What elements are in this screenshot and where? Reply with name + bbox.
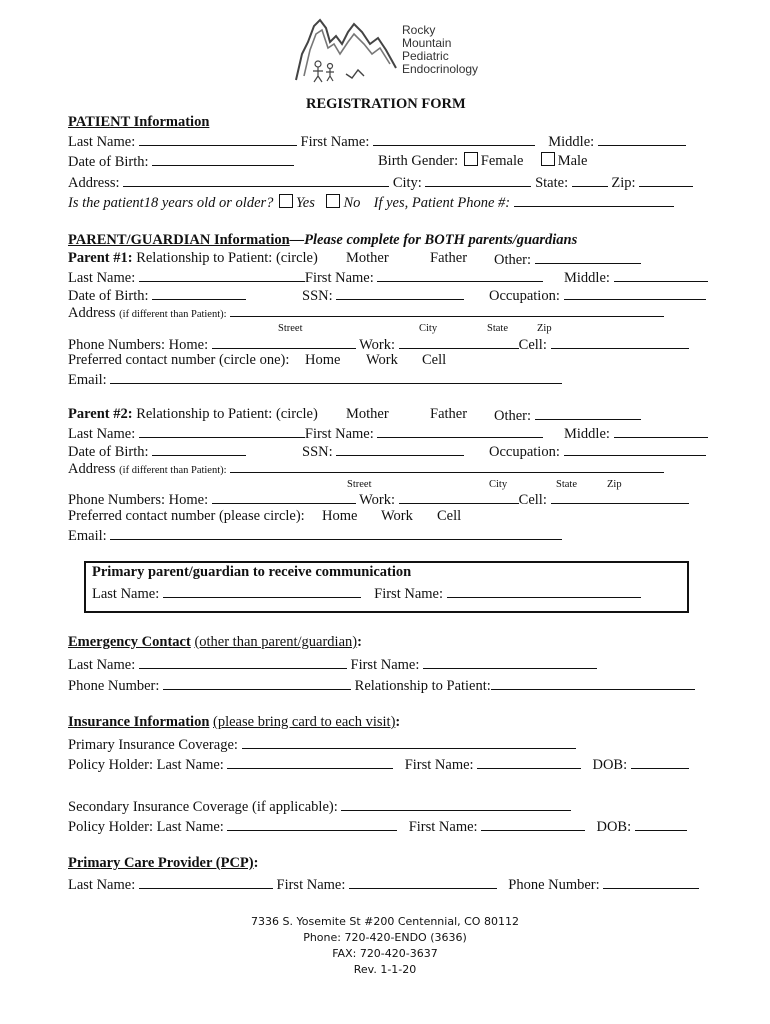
adult-no-checkbox[interactable] (326, 194, 340, 208)
parent1-name-row (68, 268, 543, 287)
parent2-other-field[interactable] (535, 406, 641, 420)
primary-first-name-field[interactable] (447, 584, 641, 598)
label: Policy Holder: Last Name: (68, 757, 224, 773)
label: : (357, 634, 362, 650)
label: Zip: (611, 175, 636, 191)
parent2-last-name-field[interactable] (139, 424, 305, 438)
patient-state-field[interactable] (572, 173, 608, 187)
parent1-work-phone-field[interactable] (399, 335, 519, 349)
parent2-father-option[interactable]: Father (430, 406, 468, 422)
label: Middle: (548, 134, 595, 150)
patient-first-name-field[interactable] (373, 132, 535, 146)
label: (other than parent/guardian) (194, 634, 358, 650)
emergency-name-row (68, 655, 597, 674)
label: Phone Number: (68, 678, 160, 694)
emergency-heading (68, 634, 362, 651)
patient-middle-field[interactable] (598, 132, 686, 146)
parent2-email-row (68, 526, 562, 545)
emergency-phone-row (68, 676, 695, 695)
sub-label-street: Street (347, 479, 372, 490)
adult-yes-checkbox[interactable] (279, 194, 293, 208)
emergency-relationship-field[interactable] (491, 676, 695, 690)
pcp-first-name-field[interactable] (349, 875, 497, 889)
label: (please bring card to each visit) (213, 714, 396, 730)
parent1-pref-label: Preferred contact number (circle one): (68, 352, 290, 368)
parent2-email-field[interactable] (110, 526, 562, 540)
label: First Name: (304, 426, 374, 442)
parent2-dob-field[interactable] (152, 442, 246, 456)
sub-label-city: City (489, 479, 508, 490)
parent2-relationship-row (68, 406, 318, 423)
mountain-logo-icon (292, 14, 400, 86)
label: First Name: (276, 877, 346, 893)
label: Parent #2: (68, 406, 133, 422)
logo-line: Rocky (402, 23, 436, 37)
guardian-heading (68, 232, 577, 249)
label: (if different than Patient): (119, 465, 227, 476)
male-checkbox[interactable] (541, 152, 555, 166)
patient-gender-row (378, 152, 588, 170)
parent2-cell-phone-field[interactable] (551, 490, 689, 504)
label: Work: (359, 492, 396, 508)
footer-address: 7336 S. Yosemite St #200 Centennial, CO 80112 (251, 915, 519, 928)
label: Address (68, 305, 116, 321)
label: Is the patient18 years old or older? (68, 195, 274, 211)
label: Middle: (564, 426, 610, 442)
primary-last-name-field[interactable] (163, 584, 361, 598)
label: Last Name: (68, 877, 136, 893)
label: —Please complete for BOTH parents/guardians (289, 232, 578, 248)
insurance-heading (68, 714, 400, 731)
label: Other: (494, 408, 532, 424)
label: Cell: (518, 492, 547, 508)
parent1-ssn-field[interactable] (336, 286, 464, 300)
label: Work: (359, 337, 396, 353)
pcp-last-name-field[interactable] (139, 875, 273, 889)
label: First Name: (304, 270, 374, 286)
parent2-pref-label: Preferred contact number (please circle): (68, 508, 305, 524)
label: Insurance Information (68, 714, 210, 730)
pcp-row (68, 875, 699, 894)
label: Email: (68, 372, 107, 388)
pcp-phone-field[interactable] (603, 875, 699, 889)
label: Other: (494, 252, 532, 268)
label: Emergency Contact (68, 634, 191, 650)
primary-insurance-field[interactable] (242, 735, 576, 749)
parent1-middle-field[interactable] (614, 268, 708, 282)
pcp-heading (68, 855, 258, 872)
parent2-ssn-field[interactable] (336, 442, 464, 456)
patient-dob-field[interactable] (152, 152, 294, 166)
secondary-holder-last-name-field[interactable] (227, 817, 397, 831)
logo-line: Endocrinology (402, 62, 479, 76)
secondary-holder-first-name-field[interactable] (481, 817, 585, 831)
label: Yes (296, 195, 315, 211)
parent1-email-row (68, 370, 562, 389)
label: SSN: (302, 288, 333, 304)
footer-phone: Phone: 720-420-ENDO (3636) (303, 931, 467, 944)
logo-line: Pediatric (402, 49, 449, 63)
patient-phone-field[interactable] (514, 193, 674, 207)
female-checkbox[interactable] (464, 152, 478, 166)
label: Address (68, 461, 116, 477)
label: Relationship to Patient: (circle) (136, 250, 318, 266)
parent1-pref-cell[interactable]: Cell (422, 352, 447, 368)
parent1-occupation-field[interactable] (564, 286, 706, 300)
patient-zip-field[interactable] (639, 173, 693, 187)
parent1-address-row (68, 303, 664, 323)
label: Primary Insurance Coverage: (68, 737, 238, 753)
parent1-middle-row (564, 268, 708, 287)
patient-address-field[interactable] (123, 173, 389, 187)
label: Email: (68, 528, 107, 544)
primary-guardian-heading: Primary parent/guardian to receive communication (92, 564, 412, 580)
parent1-relationship-row (68, 250, 318, 267)
sub-label-state: State (556, 479, 577, 490)
primary-holder-last-name-field[interactable] (227, 755, 393, 769)
primary-holder-dob-field[interactable] (631, 755, 689, 769)
patient-dob-row (68, 152, 294, 171)
label: Date of Birth: (68, 444, 149, 460)
logo-line: Mountain (402, 36, 452, 50)
sub-label-zip: Zip (607, 479, 622, 490)
label: Occupation: (489, 288, 560, 304)
label: Occupation: (489, 444, 560, 460)
label: State: (535, 175, 569, 191)
label: : (253, 855, 259, 871)
label: First Name: (404, 757, 474, 773)
sub-label-street: Street (278, 323, 303, 334)
label: Last Name: (68, 134, 136, 150)
parent1-dob-field[interactable] (152, 286, 246, 300)
patient-city-field[interactable] (425, 173, 531, 187)
parent1-pref-home[interactable]: Home (305, 352, 341, 368)
label: Last Name: (68, 657, 136, 673)
label: DOB: (596, 819, 632, 835)
parent1-email-field[interactable] (110, 370, 562, 384)
patient-name-row (68, 132, 686, 151)
label: Phone Number: (508, 877, 600, 893)
parent1-address-field[interactable] (230, 303, 664, 317)
label: Last Name: (68, 426, 136, 442)
label: Date of Birth: (68, 154, 149, 170)
label: No (343, 195, 361, 211)
primary-insurance-row (68, 735, 576, 754)
label: (if different than Patient): (119, 309, 227, 320)
label: City: (392, 175, 422, 191)
parent1-father-option[interactable]: Father (430, 250, 468, 266)
parent2-occupation-field[interactable] (564, 442, 706, 456)
label: PARENT/GUARDIAN Information (68, 232, 290, 248)
label: Female (480, 153, 524, 169)
parent2-middle-field[interactable] (614, 424, 708, 438)
secondary-holder-dob-field[interactable] (635, 817, 687, 831)
label: Last Name: (92, 586, 160, 602)
label: Phone Numbers: Home: (68, 492, 209, 508)
footer-revision: Rev. 1-1-20 (353, 963, 417, 976)
label: Relationship to Patient: (354, 678, 491, 694)
parent1-other-row (494, 250, 641, 269)
label: Secondary Insurance Coverage (if applicable): (68, 799, 338, 815)
sub-label-zip: Zip (537, 323, 552, 334)
patient-address-row (68, 173, 693, 192)
sub-label-city: City (419, 323, 438, 334)
label: Date of Birth: (68, 288, 149, 304)
label: Last Name: (68, 270, 136, 286)
parent2-home-phone-field[interactable] (212, 490, 356, 504)
parent2-name-row (68, 424, 543, 443)
label: SSN: (302, 444, 333, 460)
footer (0, 914, 770, 978)
label: Primary Care Provider (PCP) (68, 855, 254, 871)
label: First Name: (408, 819, 478, 835)
parent2-pref-home[interactable]: Home (322, 508, 358, 524)
label: Birth Gender: (378, 153, 459, 169)
label: Phone Numbers: Home: (68, 337, 209, 353)
label: Cell: (518, 337, 547, 353)
label: First Name: (374, 586, 443, 602)
secondary-insurance-field[interactable] (341, 797, 571, 811)
patient-heading: PATIENT Information (68, 114, 210, 130)
parent2-work-phone-field[interactable] (399, 490, 519, 504)
label: Middle: (564, 270, 610, 286)
label: Relationship to Patient: (circle) (136, 406, 318, 422)
sub-label-state: State (487, 323, 508, 334)
parent2-middle-row (564, 424, 708, 443)
emergency-first-name-field[interactable] (423, 655, 597, 669)
parent2-pref-work[interactable]: Work (381, 508, 413, 524)
parent1-mother-option[interactable]: Mother (346, 250, 389, 266)
label: If yes, Patient Phone #: (373, 195, 511, 211)
label: First Name: (300, 134, 370, 150)
label: : (395, 714, 401, 730)
patient-last-name-field[interactable] (139, 132, 297, 146)
label: Policy Holder: Last Name: (68, 819, 224, 835)
label: Parent #1: (68, 250, 133, 266)
parent2-address-field[interactable] (230, 459, 664, 473)
parent2-other-row (494, 406, 641, 425)
parent2-pref-cell[interactable]: Cell (437, 508, 462, 524)
label: Male (557, 153, 588, 169)
label: Address: (68, 175, 120, 191)
footer-fax: FAX: 720-420-3637 (332, 947, 438, 960)
primary-policy-row (68, 755, 689, 774)
parent1-first-name-field[interactable] (377, 268, 543, 282)
parent1-cell-phone-field[interactable] (551, 335, 689, 349)
patient-adult-row (68, 193, 674, 212)
primary-guardian-name-row (92, 584, 641, 603)
emergency-phone-field[interactable] (163, 676, 351, 690)
label: DOB: (592, 757, 628, 773)
parent1-other-field[interactable] (535, 250, 641, 264)
secondary-policy-row (68, 817, 687, 836)
parent2-phone-row (68, 490, 689, 509)
parent1-pref-work[interactable]: Work (366, 352, 398, 368)
form-title: REGISTRATION FORM (306, 96, 466, 112)
label: First Name: (350, 657, 420, 673)
parent1-home-phone-field[interactable] (212, 335, 356, 349)
secondary-insurance-row (68, 797, 571, 816)
primary-holder-first-name-field[interactable] (477, 755, 581, 769)
parent2-first-name-field[interactable] (377, 424, 543, 438)
parent1-last-name-field[interactable] (139, 268, 305, 282)
emergency-last-name-field[interactable] (139, 655, 347, 669)
parent2-mother-option[interactable]: Mother (346, 406, 389, 422)
